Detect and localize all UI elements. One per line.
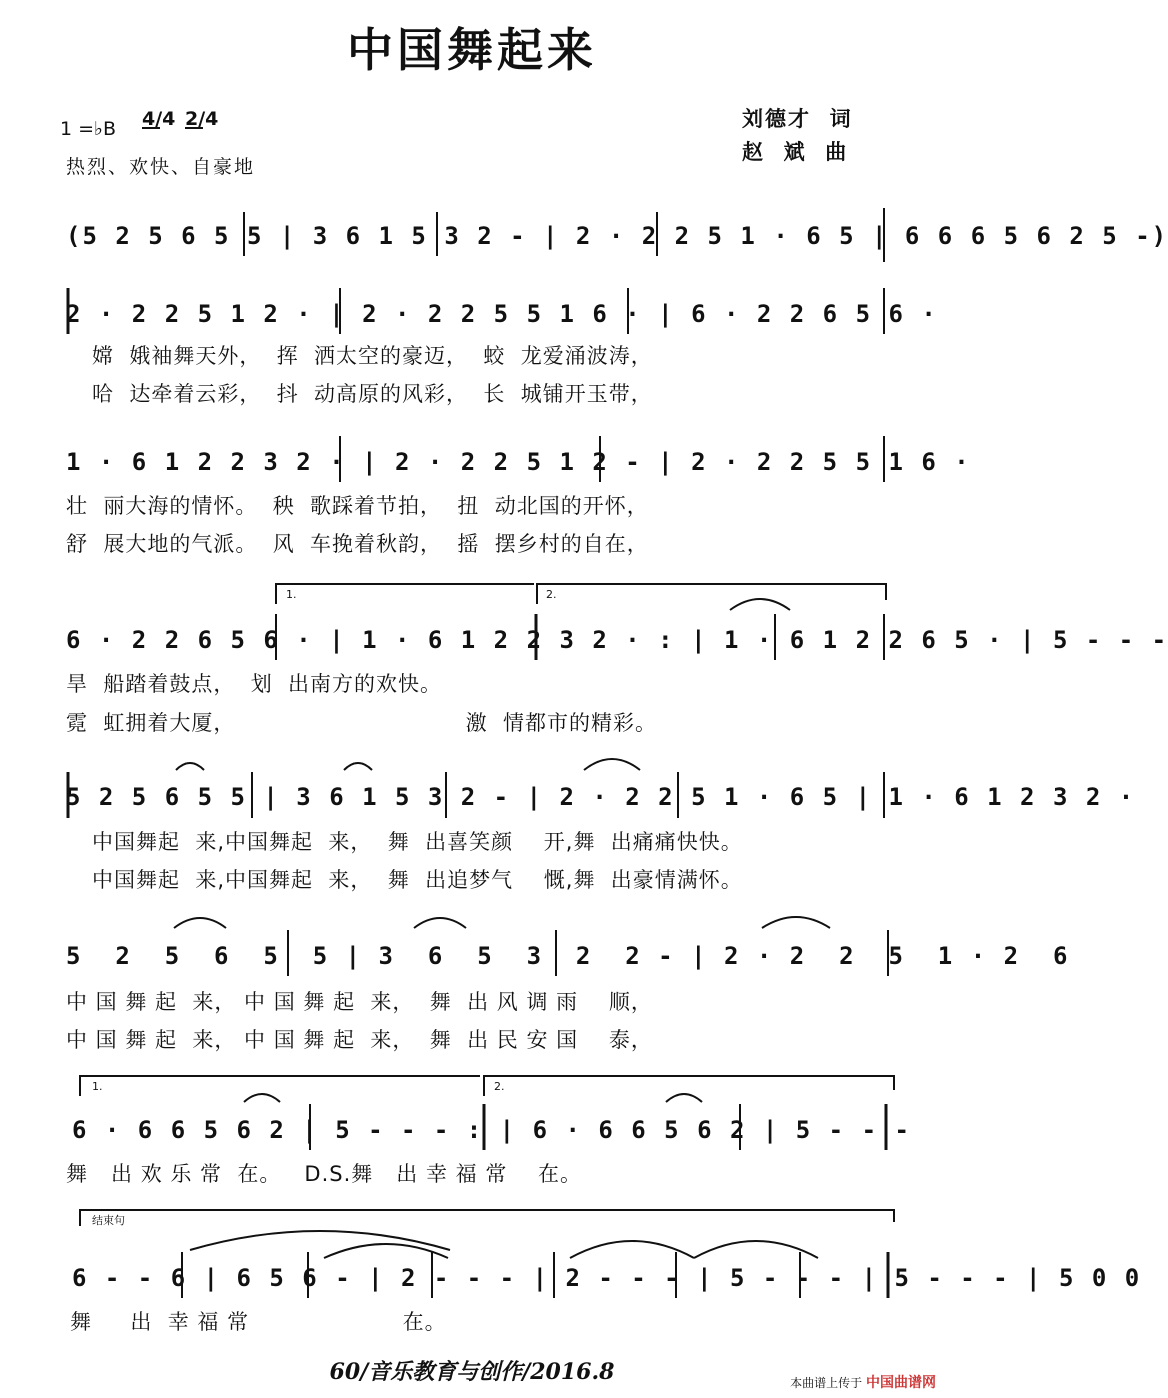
system-2-lyrics-verse-1: 壮 丽大海的情怀。 秧 歌踩着节拍， 扭 动北国的开怀， bbox=[66, 494, 649, 518]
slur bbox=[174, 918, 226, 928]
slur bbox=[762, 917, 830, 928]
coda-notes: 6 - - 6 | 6 5 6 - | 2 - - - | 2 - - - | 5 - - - | 5 - - - | 5 0 0 bbox=[72, 1264, 1142, 1292]
volta-1-label: 1. bbox=[286, 588, 297, 601]
volta-1-bracket bbox=[276, 584, 534, 604]
slur bbox=[176, 763, 204, 770]
chorus-lyrics-verse-2: 中国舞起 来,中国舞起 来， 舞 出追梦气 慨,舞 出豪情满怀。 bbox=[92, 868, 743, 892]
slur bbox=[414, 918, 466, 928]
system-5-lyrics-verse-2: 中 国 舞 起 来， 中 国 舞 起 来， 舞 出 民 安 国 泰， bbox=[66, 1028, 653, 1052]
key-signature: 1 =♭B bbox=[60, 118, 117, 140]
site-logo: 中国曲谱网 bbox=[866, 1375, 936, 1391]
volta-2-label-b: 2. bbox=[494, 1080, 505, 1093]
system-6-lyrics: 舞 出 欢 乐 常 在。 D.S.舞 出 幸 福 常 在。 bbox=[66, 1162, 583, 1186]
system-1-lyrics-verse-2: 哈 达牵着云彩， 抖 动高原的风彩， 长 城铺开玉带， bbox=[92, 382, 653, 406]
volta-1-label-b: 1. bbox=[92, 1080, 103, 1093]
intro-notes: (5 2 5 6 5 5 | 3 6 1 5 3 2 - | 2 · 2 2 5 1 · 6 5 | 6 6 6 5 6 2 5 -) bbox=[66, 222, 1168, 250]
slur bbox=[730, 599, 790, 610]
composer-credit: 赵 斌 曲 bbox=[742, 140, 849, 164]
slur bbox=[244, 1094, 280, 1102]
coda-label: 结束句 bbox=[92, 1214, 125, 1227]
system-6-notes: 6 · 6 6 5 6 2 | 5 - - - : | 6 · 6 6 5 6 2 | 5 - - - bbox=[72, 1116, 911, 1144]
system-5-notes: 5 2 5 6 5 5 | 3 6 5 3 2 2 - | 2 · 2 2 5 1 · 2 6 bbox=[66, 942, 1070, 970]
chorus-notes: 5 2 5 6 5 5 | 3 6 1 5 3 2 - | 2 · 2 2 5 1 · 6 5 | 1 · 6 1 2 3 2 · bbox=[66, 783, 1136, 811]
slur bbox=[344, 763, 372, 770]
system-1-lyrics-verse-1: 嫦 娥袖舞天外， 挥 洒太空的豪迈， 蛟 龙爱涌波涛， bbox=[92, 344, 653, 368]
song-title: 中国舞起来 bbox=[347, 23, 597, 77]
system-5-lyrics-verse-1: 中 国 舞 起 来， 中 国 舞 起 来， 舞 出 风 调 雨 顺， bbox=[66, 990, 653, 1014]
time-sig-1: 4/4 bbox=[142, 108, 176, 130]
system-3-notes: 6 · 2 2 6 5 6 · | 1 · 6 1 2 2 3 2 · : | 1 · 6 1 2 2 6 5 · | 5 - - - bbox=[66, 626, 1168, 654]
uploader-text: 本曲谱上传于 bbox=[790, 1376, 863, 1390]
system-3-lyrics-verse-1: 旱 船踏着鼓点， 划 出南方的欢快。 bbox=[66, 672, 443, 696]
slur bbox=[584, 759, 640, 770]
chorus-lyrics-verse-1: 中国舞起 来,中国舞起 来， 舞 出喜笑颜 开,舞 出痛痛快快。 bbox=[92, 830, 743, 854]
volta-2-bracket bbox=[537, 584, 886, 604]
volta-2-label: 2. bbox=[546, 588, 557, 601]
coda-bracket bbox=[80, 1210, 894, 1226]
slur bbox=[666, 1094, 702, 1102]
volta-1-bracket-b bbox=[80, 1076, 480, 1096]
system-2-lyrics-verse-2: 舒 展大地的气派。 风 车挽着秋韵， 摇 摆乡村的自在， bbox=[66, 532, 649, 556]
system-1-notes: 2 · 2 2 5 1 2 · | 2 · 2 2 5 5 1 6 · | 6 · 2 2 6 5 6 · bbox=[66, 300, 938, 328]
slur bbox=[324, 1244, 448, 1258]
volta-2-bracket-b bbox=[484, 1076, 894, 1096]
coda-lyrics: 舞 出 幸 福 常 在。 bbox=[70, 1310, 447, 1334]
lyricist-credit: 刘德才 词 bbox=[742, 107, 853, 131]
time-sig-2: 2/4 bbox=[185, 108, 219, 130]
tempo-mark: 热烈、欢快、自豪地 bbox=[66, 156, 256, 178]
source-footer: 60/音乐教育与创作/2016.8 bbox=[329, 1359, 615, 1385]
system-3-lyrics-verse-2: 霓 虹拥着大厦， 激 情都市的精彩。 bbox=[66, 711, 657, 735]
system-2-notes: 1 · 6 1 2 2 3 2 · | 2 · 2 2 5 1 2 - | 2 · 2 2 5 5 1 6 · bbox=[66, 448, 971, 476]
